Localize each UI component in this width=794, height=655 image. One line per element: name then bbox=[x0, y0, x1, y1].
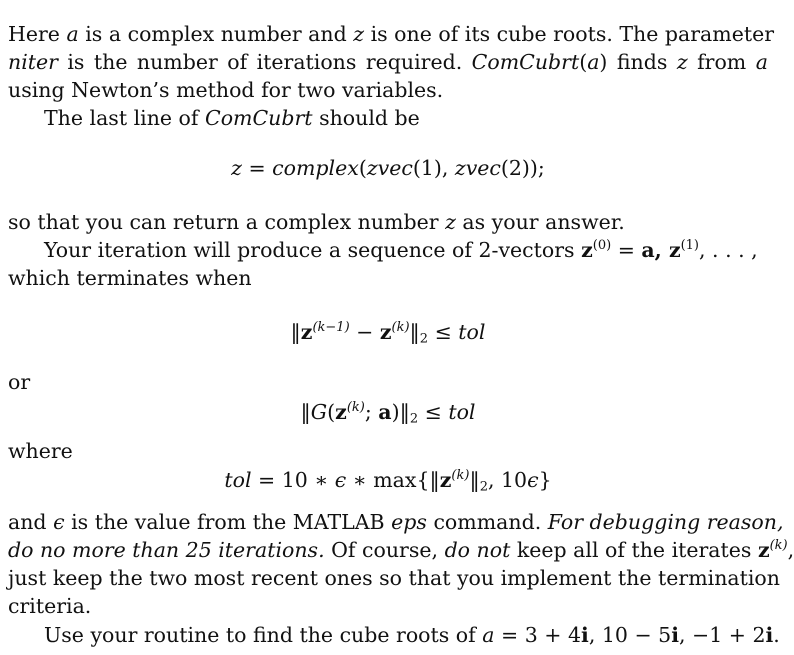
superscript: (k−1) bbox=[312, 320, 350, 336]
ellipsis: , . . . , bbox=[699, 238, 758, 262]
vector-z: z bbox=[439, 468, 452, 492]
superscript: (0) bbox=[592, 238, 612, 254]
connector-or bbox=[8, 368, 768, 396]
math-var-tol: tol bbox=[458, 320, 486, 344]
paragraph-3-line-1 bbox=[8, 208, 768, 236]
math-var-a: a bbox=[482, 623, 495, 647]
math-text: , 10 bbox=[487, 468, 528, 492]
equation-tolerance bbox=[0, 466, 776, 494]
math-var: zvec bbox=[454, 156, 501, 180]
imag-unit: i bbox=[581, 623, 589, 647]
math-var-z: z bbox=[353, 22, 365, 46]
text-run: as your answer. bbox=[462, 210, 625, 234]
text-run: The last line of bbox=[44, 106, 199, 130]
vector-z: z bbox=[335, 400, 347, 424]
epsilon: ϵ bbox=[53, 510, 65, 534]
text-run: is one of its cube roots. The parameter bbox=[370, 22, 775, 46]
text-run: is a complex number and bbox=[85, 22, 347, 46]
text-run: which terminates when bbox=[8, 266, 252, 290]
norm-bar: ‖ bbox=[469, 468, 480, 492]
emphasis: do not bbox=[444, 538, 511, 562]
math-text: = 3 + 4 bbox=[494, 623, 582, 647]
math-var: zvec bbox=[366, 156, 413, 180]
text-run: Here bbox=[8, 22, 60, 46]
paragraph-4-line-1 bbox=[44, 236, 768, 264]
paren: ( bbox=[358, 156, 367, 180]
paragraph-5-line-1 bbox=[8, 508, 784, 536]
math-var-a: a bbox=[755, 50, 768, 74]
vector-z: z bbox=[757, 538, 770, 562]
superscript: (1) bbox=[680, 238, 700, 254]
connector-where bbox=[8, 437, 768, 465]
paragraph-6-line-1 bbox=[44, 621, 780, 649]
norm-bar: ‖ bbox=[290, 320, 301, 344]
math-var-z: z bbox=[231, 156, 242, 180]
imag-unit: i bbox=[671, 623, 679, 647]
paragraph-2-line-1 bbox=[44, 104, 768, 132]
math-var-a: a bbox=[66, 22, 79, 46]
equation-termination-1 bbox=[0, 318, 776, 346]
epsilon: ϵ bbox=[334, 468, 347, 492]
text-run: should be bbox=[319, 106, 420, 130]
equals: = bbox=[241, 156, 273, 180]
superscript: (k) bbox=[769, 538, 788, 554]
text-run: is the value from the MATLAB bbox=[71, 510, 385, 534]
equation-return-statement bbox=[0, 154, 776, 182]
math-text: , −1 + 2 bbox=[678, 623, 766, 647]
brace: } bbox=[538, 468, 552, 492]
text-run: is the number of iterations required. bbox=[67, 50, 463, 74]
paren: ) bbox=[599, 50, 608, 74]
leq: ≤ bbox=[428, 320, 459, 344]
comma: , bbox=[787, 538, 794, 562]
math-func: complex bbox=[272, 156, 359, 180]
paragraph-4-line-2 bbox=[8, 264, 768, 292]
text-run: so that you can return a complex number bbox=[8, 210, 439, 234]
paragraph-5-line-3 bbox=[8, 564, 780, 592]
text-run: criteria. bbox=[8, 594, 92, 618]
norm-bar: ‖ bbox=[300, 400, 311, 424]
subscript: 2 bbox=[479, 479, 488, 495]
minus: − bbox=[349, 320, 380, 344]
text-run: keep all of the iterates bbox=[516, 538, 752, 562]
paragraph-5-line-2 bbox=[8, 536, 794, 564]
vector-z: z bbox=[581, 238, 593, 262]
period: . bbox=[773, 623, 780, 647]
function-name: ComCubrt bbox=[205, 106, 313, 130]
norm-bar: )‖ bbox=[391, 400, 410, 424]
equals: = bbox=[611, 238, 642, 262]
math-text: = 10 ∗ bbox=[251, 468, 335, 492]
text-run: Use your routine to find the cube roots of bbox=[44, 623, 476, 647]
superscript: (k) bbox=[391, 320, 410, 336]
math-var-tol: tol bbox=[224, 468, 252, 492]
norm-bar: ‖ bbox=[409, 320, 420, 344]
math-text: , 10 − 5 bbox=[588, 623, 672, 647]
command-eps: eps bbox=[391, 510, 427, 534]
math-var-tol: tol bbox=[448, 400, 476, 424]
text-run: or bbox=[8, 370, 31, 394]
subscript: 2 bbox=[409, 411, 419, 427]
paren: ( bbox=[327, 400, 336, 424]
math-var-z: z bbox=[676, 50, 688, 74]
text-run: finds bbox=[616, 50, 668, 74]
text-run: where bbox=[8, 439, 73, 463]
vector-z: z bbox=[300, 320, 313, 344]
leq: ≤ bbox=[418, 400, 449, 424]
vector-a: a bbox=[378, 400, 392, 424]
math-text: ∗ max{‖ bbox=[346, 468, 440, 492]
paragraph-5-line-4 bbox=[8, 592, 768, 620]
vector-a-z: a, z bbox=[641, 238, 681, 262]
text-run: and bbox=[8, 510, 47, 534]
text-run: from bbox=[697, 50, 747, 74]
equation-termination-2 bbox=[0, 398, 776, 426]
text-run: Of course, bbox=[331, 538, 439, 562]
superscript: (k) bbox=[346, 400, 365, 416]
vector-z: z bbox=[379, 320, 392, 344]
text-run: Your iteration will produce a sequence of 2-vectors bbox=[44, 238, 575, 262]
epsilon: ϵ bbox=[527, 468, 539, 492]
paragraph-1-line-3 bbox=[8, 76, 768, 104]
math-func-g: G bbox=[310, 400, 328, 424]
math-text: (2)); bbox=[500, 156, 545, 180]
math-var-a: a bbox=[587, 50, 600, 74]
emphasis: For debugging reason, bbox=[547, 510, 784, 534]
text-run: just keep the two most recent ones so that you implement the termination bbox=[8, 566, 780, 590]
emphasis: do no more than 25 iterations. bbox=[8, 538, 325, 562]
separator: ; bbox=[364, 400, 379, 424]
paragraph-1-line-2 bbox=[8, 48, 768, 76]
paragraph-1-line-1 bbox=[8, 20, 775, 48]
math-var-niter: niter bbox=[8, 50, 58, 74]
math-var-z: z bbox=[445, 210, 456, 234]
imag-unit: i bbox=[765, 623, 774, 647]
subscript: 2 bbox=[419, 331, 429, 347]
function-name: ComCubrt bbox=[471, 50, 580, 74]
math-text: (1), bbox=[412, 156, 455, 180]
text-run: command. bbox=[433, 510, 542, 534]
text-run: using Newton’s method for two variables. bbox=[8, 78, 444, 102]
superscript: (k) bbox=[451, 468, 470, 484]
paren: ( bbox=[579, 50, 588, 74]
